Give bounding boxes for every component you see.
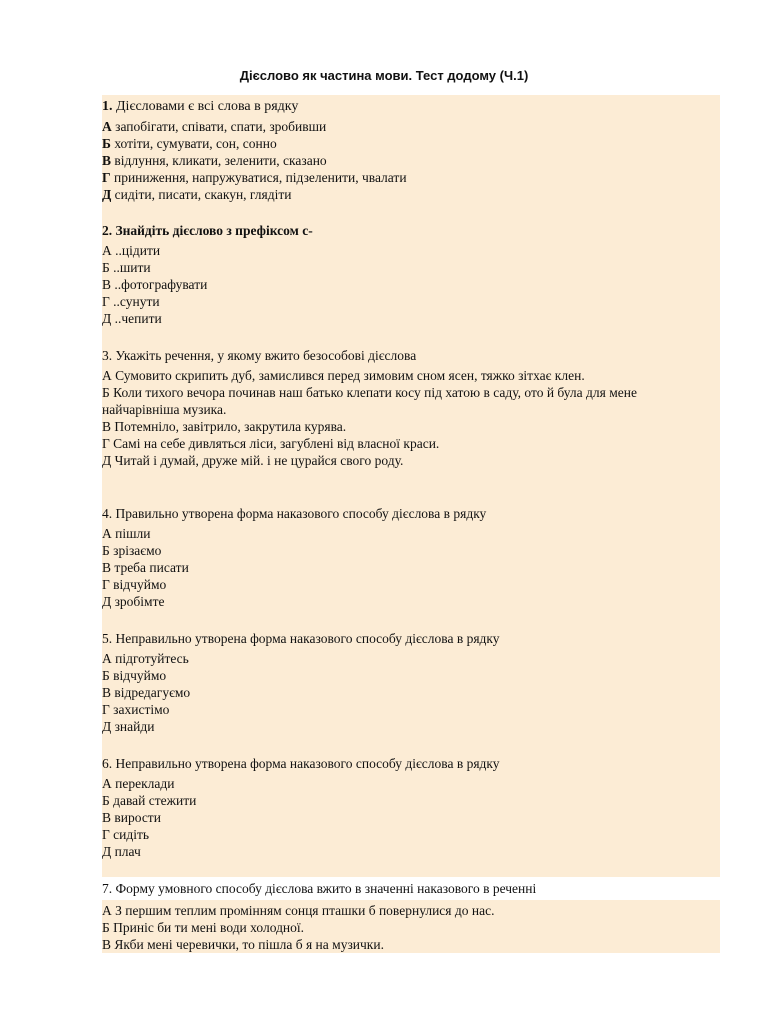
question-4-option-d: Г відчуймо [102,577,167,592]
question-7-option-c: В Якби мені черевички, то пішла б я на музички. [102,937,384,952]
question-1-option-e: Д сидіти, писати, скакун, глядіти [102,187,292,202]
question-1-option-c: В відлуння, кликати, зеленити, сказано [102,153,327,168]
question-3-option-b: Б Коли тихого вечора починав наш батько клепати косу під хатою в саду, ото й була для мене найчарівніша музика. [102,385,637,417]
question-7-options-block [102,899,720,953]
question-6-text: 6. Неправильно утворена форма наказового способу дієслова в рядку [102,756,500,771]
question-1 [102,98,407,203]
question-7-option-b: Б Приніс би ти мені води холодної. [102,920,305,935]
question-1-option-a: А запобігати, співати, спати, зробивши [102,119,327,134]
question-6-option-c: В вирости [102,810,161,825]
question-2-text: 2. Знайдіть дієслово з префіксом с- [102,223,313,238]
question-2-option-d: Г ..сунути [102,294,160,309]
question-1-text: 1. Дієсловами є всі слова в рядку [102,99,299,114]
question-1-option-b: Б хотіти, сумувати, сон, сонно [102,136,277,151]
question-4-text: 4. Правильно утворена форма наказового способу дієслова в рядку [102,506,487,521]
question-5-option-c: В відредагуємо [102,685,191,700]
question-6-option-d: Г сидіть [102,827,150,842]
question-1-option-d: Г приниження, напружуватися, підзеленити, чвалати [102,170,407,185]
question-6 [102,755,500,860]
question-3 [102,347,720,469]
question-3-option-e: Д Читай і думай, друже мій. і не цурайся свого роду. [102,453,404,468]
question-2-option-c: В ..фотографувати [102,277,208,292]
question-5-option-e: Д знайди [102,719,155,734]
question-6-option-b: Б давай стежити [102,793,197,808]
question-3-option-d: Г Самі на себе дивляться ліси, загублені від власної краси. [102,436,440,451]
question-4-option-a: А пішли [102,526,151,541]
question-3-text: 3. Укажіть речення, у якому вжито безособові дієслова [102,348,417,363]
question-3-option-a: А Сумовито скрипить дуб, замислився перед зимовим сном ясен, тяжко зітхає клен. [102,368,585,383]
question-2-option-b: Б ..шити [102,260,151,275]
question-2-option-a: А ..цідити [102,243,161,258]
document-title: Дієслово як частина мови. Тест додому (Ч.1) [239,68,529,83]
question-5-option-a: А підготуйтесь [102,651,189,666]
question-5-text: 5. Неправильно утворена форма наказового способу дієслова в рядку [102,631,500,646]
question-6-option-a: А переклади [102,776,175,791]
question-7-option-a: А З першим теплим промінням сонця пташки б повернулися до нас. [102,903,495,918]
question-4-option-b: Б зрізаємо [102,543,162,558]
question-2-option-e: Д ..чепити [102,311,162,326]
question-4-option-e: Д зробімте [102,594,165,609]
question-2 [102,222,313,327]
question-5 [102,630,500,735]
question-7-text: 7. Форму умовного способу дієслова вжито в значенні наказового в реченні [102,881,537,896]
question-6-option-e: Д плач [102,844,141,859]
question-7-header [102,880,720,898]
question-5-option-b: Б відчуймо [102,668,167,683]
question-3-option-c: В Потемніло, завітрило, закрутила курява. [102,419,347,434]
question-5-option-d: Г захистімо [102,702,170,717]
shaded-block-main [102,95,720,877]
question-4-option-c: В треба писати [102,560,189,575]
question-4 [102,505,486,610]
